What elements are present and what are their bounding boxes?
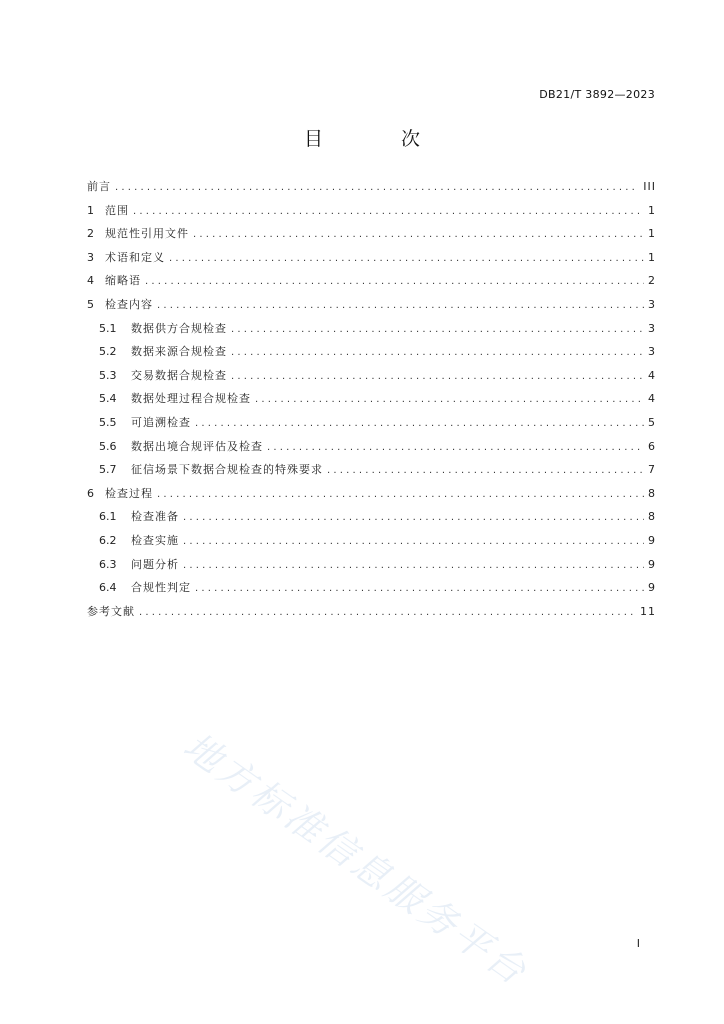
toc-entry-number: 5.3 <box>99 368 117 382</box>
toc-entry-number: 5.7 <box>99 463 117 477</box>
toc-leader-dots <box>327 465 644 476</box>
toc-entry-number: 2 <box>87 227 94 241</box>
toc-entry-label: 前言 <box>87 180 111 193</box>
toc-entry-page: 1 <box>648 227 656 241</box>
toc-entry-number: 3 <box>87 250 94 264</box>
toc-leader-dots <box>231 324 644 335</box>
toc-leader-dots <box>157 300 644 311</box>
toc-entry[interactable] <box>87 556 656 580</box>
toc-entry-label: 问题分析 <box>131 557 179 571</box>
toc-entry[interactable] <box>87 320 656 344</box>
toc-entry-page: 1 <box>648 203 656 217</box>
toc-entry[interactable] <box>87 178 656 202</box>
toc-entry-label: 术语和定义 <box>105 250 165 264</box>
toc-entry[interactable] <box>87 367 656 391</box>
toc-entry[interactable] <box>87 296 656 320</box>
toc-entry-page: 3 <box>648 321 656 335</box>
toc-leader-dots <box>193 229 644 240</box>
toc-entry-page: III <box>643 180 656 193</box>
watermark: 地方标准信息服务平台 <box>175 724 537 995</box>
toc-leader-dots <box>267 442 644 453</box>
toc-leader-dots <box>169 253 644 264</box>
toc-entry-number: 6.2 <box>99 533 117 547</box>
toc-entry-label: 数据供方合规检查 <box>131 321 227 335</box>
toc-entry[interactable] <box>87 272 656 296</box>
toc-entry-label: 数据处理过程合规检查 <box>131 392 251 406</box>
toc-leader-dots <box>231 347 644 358</box>
toc-entry-number: 5.1 <box>99 321 117 335</box>
toc-leader-dots <box>183 512 644 523</box>
toc-entry-label: 数据来源合规检查 <box>131 345 227 359</box>
toc-leader-dots <box>195 583 644 594</box>
toc-entry-number: 5.6 <box>99 439 117 453</box>
toc-entry-page: 6 <box>648 439 656 453</box>
toc-leader-dots <box>157 489 644 500</box>
toc-entry-label: 征信场景下数据合规检查的特殊要求 <box>131 463 323 477</box>
toc-entry[interactable] <box>87 579 656 603</box>
toc-entry-page: 11 <box>640 604 656 618</box>
toc-entry-label: 缩略语 <box>105 274 141 288</box>
toc-entry-label: 检查实施 <box>131 533 179 547</box>
toc-entry-page: 9 <box>648 581 656 595</box>
toc-title: 目 次 <box>303 128 457 150</box>
toc-entry-label: 规范性引用文件 <box>105 227 189 241</box>
toc-entry[interactable] <box>87 438 656 462</box>
toc-entry-label: 交易数据合规检查 <box>131 368 227 382</box>
toc-entry-page: 8 <box>648 510 656 524</box>
toc-entry-page: 1 <box>648 250 656 264</box>
toc-entry-page: 5 <box>648 415 656 429</box>
toc-entry-label: 检查过程 <box>105 486 153 500</box>
table-of-contents <box>87 178 656 626</box>
toc-leader-dots <box>183 560 644 571</box>
toc-entry-label: 合规性判定 <box>131 581 191 595</box>
toc-leader-dots <box>255 394 644 405</box>
toc-entry-page: 9 <box>648 533 656 547</box>
toc-entry-number: 6.3 <box>99 557 117 571</box>
toc-entry[interactable] <box>87 603 656 627</box>
toc-entry[interactable] <box>87 414 656 438</box>
toc-entry-page: 3 <box>648 345 656 359</box>
toc-entry-label: 参考文献 <box>87 604 135 618</box>
toc-entry[interactable] <box>87 390 656 414</box>
page-number: I <box>636 937 640 950</box>
toc-entry[interactable] <box>87 532 656 556</box>
toc-leader-dots <box>133 206 644 217</box>
toc-entry-number: 5 <box>87 297 94 311</box>
toc-entry-page: 8 <box>648 486 656 500</box>
toc-leader-dots <box>183 536 644 547</box>
toc-entry-label: 检查内容 <box>105 297 153 311</box>
toc-entry-number: 6.4 <box>99 581 117 595</box>
toc-entry[interactable] <box>87 508 656 532</box>
toc-entry-number: 5.2 <box>99 345 117 359</box>
document-code: DB21/T 3892—2023 <box>539 88 655 101</box>
toc-entry-number: 5.5 <box>99 415 117 429</box>
toc-entry-label: 数据出境合规评估及检查 <box>131 439 263 453</box>
toc-entry-page: 2 <box>648 274 656 288</box>
toc-entry-page: 7 <box>648 463 656 477</box>
toc-entry-number: 4 <box>87 274 94 288</box>
toc-leader-dots <box>139 607 636 618</box>
toc-entry-page: 4 <box>648 392 656 406</box>
toc-leader-dots <box>145 276 644 287</box>
toc-entry[interactable] <box>87 343 656 367</box>
toc-leader-dots <box>195 418 644 429</box>
toc-entry-number: 1 <box>87 203 94 217</box>
toc-entry-page: 3 <box>648 297 656 311</box>
toc-entry-number: 6.1 <box>99 510 117 524</box>
toc-entry-label: 范围 <box>105 203 129 217</box>
toc-entry[interactable] <box>87 461 656 485</box>
toc-entry[interactable] <box>87 485 656 509</box>
toc-entry-page: 4 <box>648 368 656 382</box>
toc-entry[interactable] <box>87 202 656 226</box>
toc-entry[interactable] <box>87 225 656 249</box>
toc-leader-dots <box>231 371 644 382</box>
toc-entry-label: 检查准备 <box>131 510 179 524</box>
toc-entry-label: 可追溯检查 <box>131 415 191 429</box>
toc-leader-dots <box>115 182 639 193</box>
toc-entry-number: 6 <box>87 486 94 500</box>
toc-entry-page: 9 <box>648 557 656 571</box>
toc-entry[interactable] <box>87 249 656 273</box>
toc-entry-number: 5.4 <box>99 392 117 406</box>
